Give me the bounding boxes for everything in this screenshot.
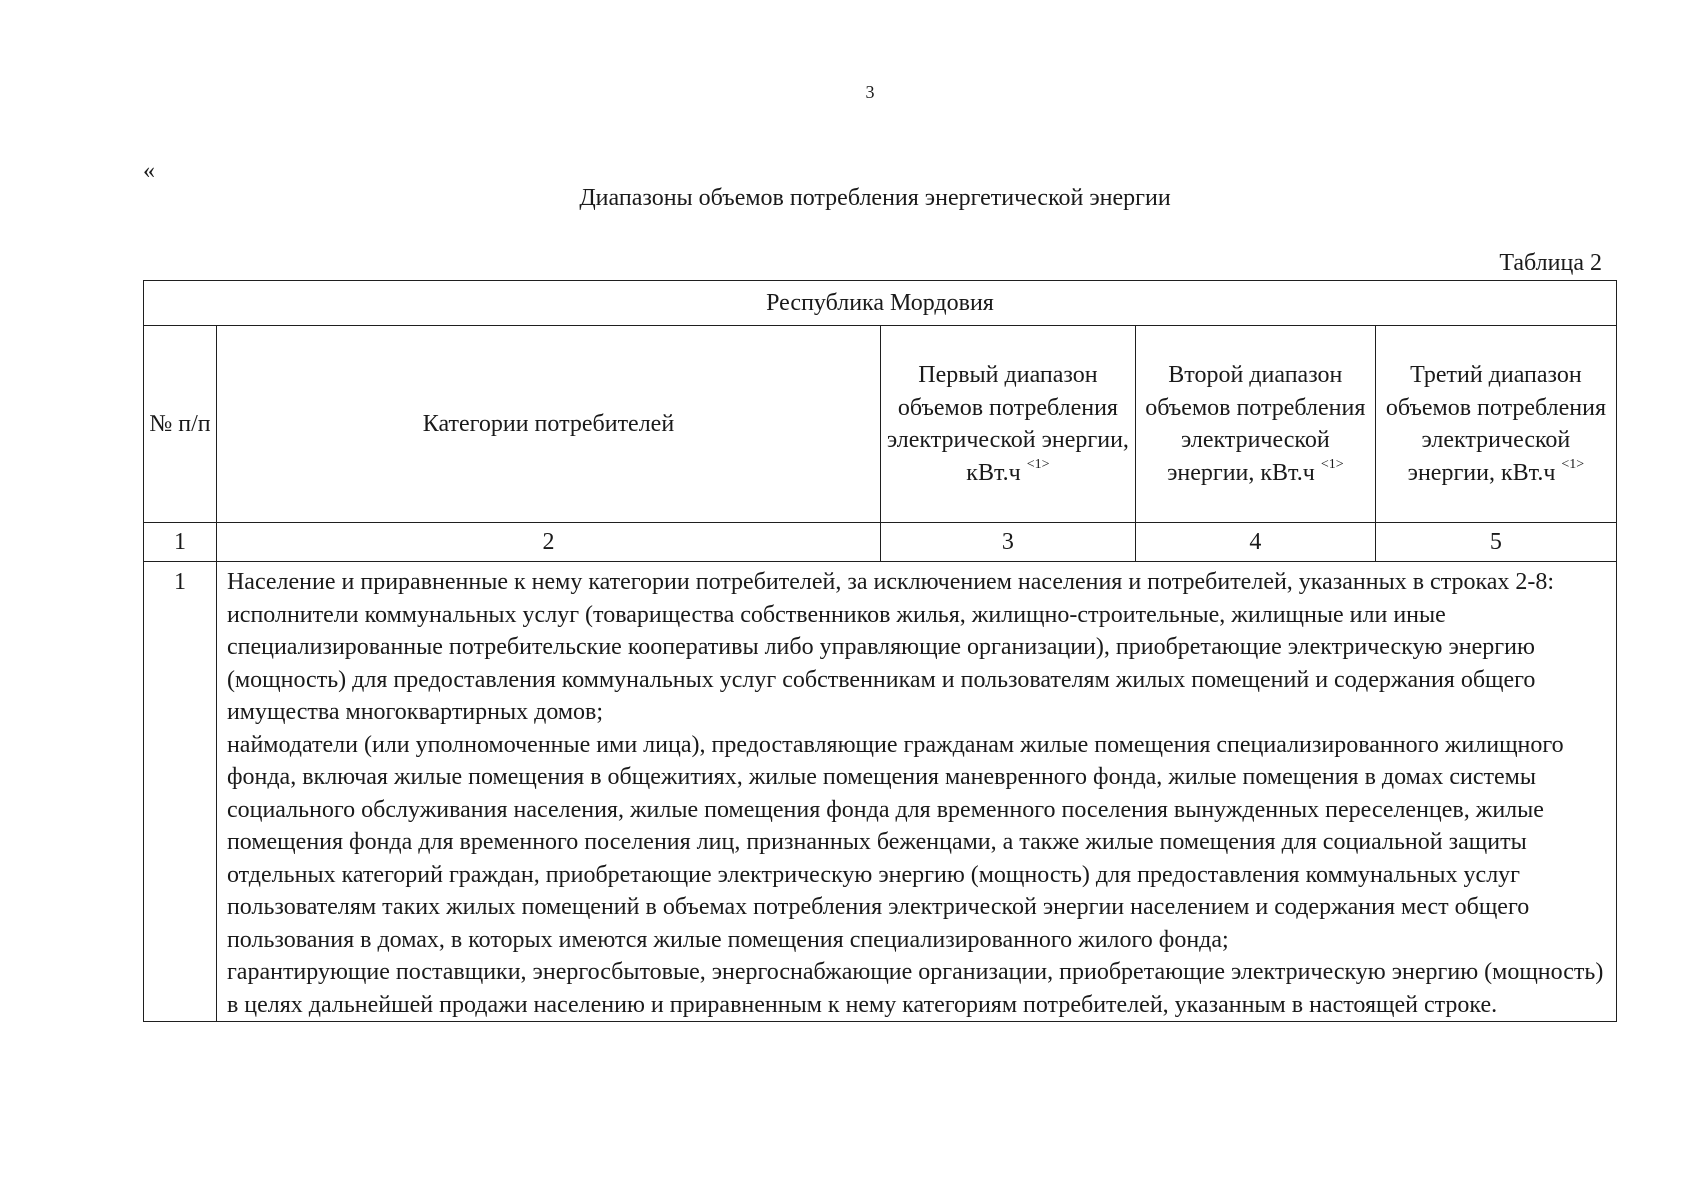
document-title: Диапазоны объемов потребления энергетической энергии [579,185,1171,211]
header-first-range [881,326,1136,523]
header-category: Категории потребителей [216,326,880,523]
footnote-marker: <1> [1561,456,1585,472]
table-caption: Таблица 2 [1499,250,1602,276]
row-number: 1 [144,562,217,1022]
category-paragraph: гарантирующие поставщики, энергосбытовые, энергоснабжающие организации, приобретающие электрическую энергию (мощность) в целях дальнейшей продажи населению и приравненным к нему категориям потребителей, указанным в настоящей строке. [226,959,1604,1018]
column-number: 3 [881,523,1136,562]
header-third-range-label: Третий диапазон объемов потребления электрической энергии, кВт.ч [1385,362,1606,486]
header-first-range-label: Первый диапазон объемов потребления электрической энергии, кВт.ч [886,362,1129,486]
table-row [144,562,1617,1022]
region-row [144,281,1617,326]
category-paragraph: наймодатели (или уполномоченные ими лица), предоставляющие гражданам жилые помещения специализированного жилищного фонда, включая жилые помещения в общежитиях, жилые помещения маневренного фонда, жилые помещения в домах системы социального обслуживания населения, жилые помещения фонда для временного поселения вынужденных переселенцев, жилые помещения фонда для временного поселения лиц, признанных беженцами, а также жилые помещения для социальной защиты отдельных категорий граждан, приобретающие электрическую энергию (мощность) для предоставления коммунальных услуг пользователям таких жилых помещений в объемах потребления электрической энергии населением и содержания мест общего пользования в домах, в которых имеются жилые помещения специализированного жилого фонда; [226,731,1564,953]
header-second-range [1135,326,1375,523]
header-number: № п/п [144,326,217,523]
footnote-marker: <1> [1320,456,1344,472]
header-third-range [1375,326,1616,523]
region-header-cell: Республика Мордовия [144,281,1617,326]
column-number: 5 [1375,523,1616,562]
consumption-ranges-table [143,280,1617,1022]
header-second-range-label: Второй диапазон объемов потребления электрической энергии, кВт.ч [1145,362,1366,486]
column-number: 4 [1135,523,1375,562]
column-number: 1 [144,523,217,562]
opening-quote-mark: « [143,158,155,184]
column-number: 2 [216,523,880,562]
category-paragraph: Население и приравненные к нему категории потребителей, за исключением населения и потребителей, указанных в строках 2-8: [226,569,1555,595]
row-category-description [216,562,1616,1022]
page-number: 3 [865,82,875,102]
footnote-marker: <1> [1026,456,1050,472]
column-header-row [144,326,1617,523]
column-number-row [144,523,1617,562]
category-paragraph: исполнители коммунальных услуг (товарищества собственников жилья, жилищно-строительные, жилищные или иные специализированные потребительские кооперативы либо управляющие организации), приобретающие электрическую энергию (мощность) для предоставления коммунальных услуг собственникам и пользователям жилых помещений и содержания общего имущества многоквартирных домов; [226,601,1536,725]
